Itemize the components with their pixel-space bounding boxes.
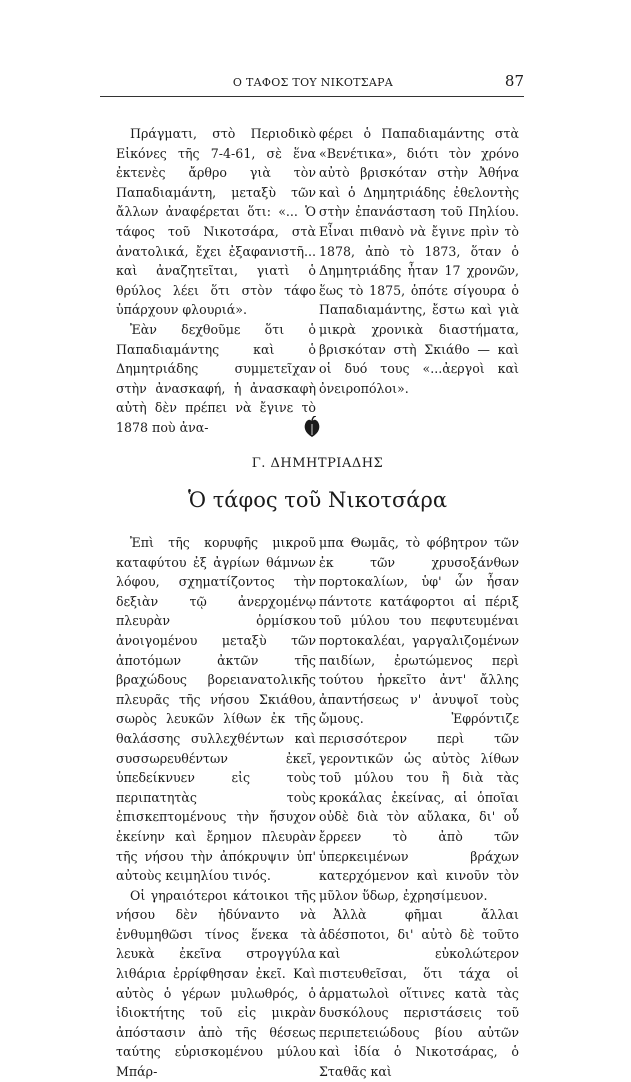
article-left-column [116, 533, 316, 1082]
paragraph: Ἀλλὰ φῆμαι ἄλλαι ἀδέσποτοι, δι' αὐτὸ δὲ τοῦτο καὶ εὐκολώτερον πιστευθεῖσαι, ὅτι τάχα οἱ ἁρματωλοὶ οἵτινες κατὰ τὰς δυσκόλους περιστάσεις τοῦ περιπετειώδους βίου αὐτῶν καὶ ἰδία ὁ Νικοτσάρας, ὁ Σταθᾶς καὶ [319, 907, 519, 1080]
article-author: Γ. ΔΗΜΗΤΡΙΑΔΗΣ [251, 456, 384, 471]
article-right-column [319, 533, 519, 1082]
page-number: 87 [504, 72, 524, 90]
paragraph: Οἱ γηραιότεροι κάτοικοι τῆς νήσου δὲν ἠδύναντο νὰ ἐνθυμηθῶσι τίνος ἕνεκα τὰ λευκὰ ἐκεῖνα στρογγύλα λιθάρια ἐρρίφθησαν ἐκεῖ. Καὶ αὐτὸς ὁ γέρων μυλωθρός, ὁ ἰδιοκτήτης τοῦ εἰς μικρὰν ἀπόστασιν ἀπὸ τῆς θέσεως ταύτης εὑρισκομένου μύλου Μπάρ- [116, 887, 316, 1080]
paragraph: Ἐπὶ τῆς κορυφῆς μικροῦ καταφύτου ἐξ ἀγρίων θάμνων λόφου, σχηματίζοντος τὴν δεξιὰν τῷ ἀνερχομένῳ πλευρὰν ὁρμίσκου ἀνοιγομένου μεταξὺ τῶν ἀποτόμων ἀκτῶν τῆς βραχώδους βορειανατολικῆς πλευρᾶς τῆς νήσου Σκιάθου, σωρὸς λευκῶν λίθων ἐκ τῆς θαλάσσης συλλεχθέντων καὶ συσσωρευθέντων ἐκεῖ, ὑπεδείκνυεν εἰς τοὺς περιπατητὰς τοὺς ἐπισκεπτομένους τὴν ἥσυχον ἐκείνην καὶ ἔρημον πλευρὰν τῆς νήσου τὴν ἀπόκρυψιν ὑπ' αὐτοὺς κειμηλίου τινός. [116, 535, 316, 884]
paragraph: μπα Θωμᾶς, τὸ φόβητρον τῶν ἐκ τῶν χρυσοξάνθων πορτοκαλίων, ὑφ' ὧν ἦσαν πάντοτε κατάφορτοι αἱ πέριξ τοῦ μύλου του πεφυτευμέναι πορτοκαλέαι, γαργαλιζομένων παιδίων, ἐρωτώμενος περὶ τούτου ἠρκεῖτο ἀντ' ἄλλης ἀπαντήσεως ν' ἀνυψοῖ τοὺς ὤμους. Ἐφρόντιζε περισσότερον περὶ τῶν γεροντικῶν ὡς αὐτὸς λίθων τοῦ μύλου του ἢ διὰ τὰς κροκάλας ἐκείνας, αἱ ὁποῖαι οὐδὲ διὰ τὸν αὔλακα, δι' οὗ ἔρρεεν τὸ ἀπὸ τῶν ὑπερκειμένων βράχων κατερχόμενον καὶ κινοῦν τὸν μῦλον ὕδωρ, ἐχρησίμευον. [319, 535, 519, 903]
paragraph: Πράγματι, στὸ Περιοδικὸ Εἰκόνες τῆς 7-4-61, σὲ ἕνα ἐκτενὲς ἄρθρο γιὰ τὸν Παπαδιαμάντη, μεταξὺ τῶν ἄλλων ἀναφέρεται ὅτι: «... Ὁ τάφος τοῦ Νικοτσάρα, στὰ ἀνατολικά, ἔχει ἐξαφανιστῆ... καὶ ἀναζητεῖται, γιατὶ ὁ θρύλος λέει ὅτι στὸν τάφο ὑπάρχουν φλουριά». [116, 126, 316, 318]
header-rule [100, 96, 524, 97]
paragraph: Ἐὰν δεχθοῦμε ὅτι ὁ Παπαδιαμάντης καὶ ὁ Δημητριάδης συμμετεῖχαν στὴν ἀνασκαφή, ἡ ἀνασκαφὴ αὐτὴ δὲν πρέπει νὰ ἔγινε τὸ 1878 ποὺ ἀνα- [116, 321, 316, 435]
top-left-column [116, 124, 316, 438]
paragraph: φέρει ὁ Παπαδιαμάντης στὰ «Βενέτικα», διότι τὸν χρόνο αὐτὸ βρισκόταν στὴν Ἀθήνα καὶ ὁ Δημητριάδης ἐθελοντὴς στὴν ἐπανάσταση τοῦ Πηλίου. Εἶναι πιθανὸ νὰ ἔγινε πρὶν τὸ 1878, ἀπὸ τὸ 1873, ὅταν ὁ Δημητριάδης ἦταν 17 χρονῶν, ἕως τὸ 1875, ὁπότε σίγουρα ὁ Παπαδιαμάντης, ἔστω καὶ γιὰ μικρὰ χρονικὰ διαστήματα, βρισκόταν στὴ Σκιάθο — καὶ οἱ δυό τους «...ἀεργοὶ καὶ ὀνειροπόλοι». [319, 126, 519, 396]
top-right-column [319, 124, 519, 398]
leaf-ornament-icon [302, 416, 322, 438]
article-title: Ὁ τάφος τοῦ Νικοτσάρα [187, 488, 448, 512]
running-head: Ο ΤΑΦΟΣ ΤΟΥ ΝΙΚΟΤΣΑΡΑ [232, 76, 394, 89]
